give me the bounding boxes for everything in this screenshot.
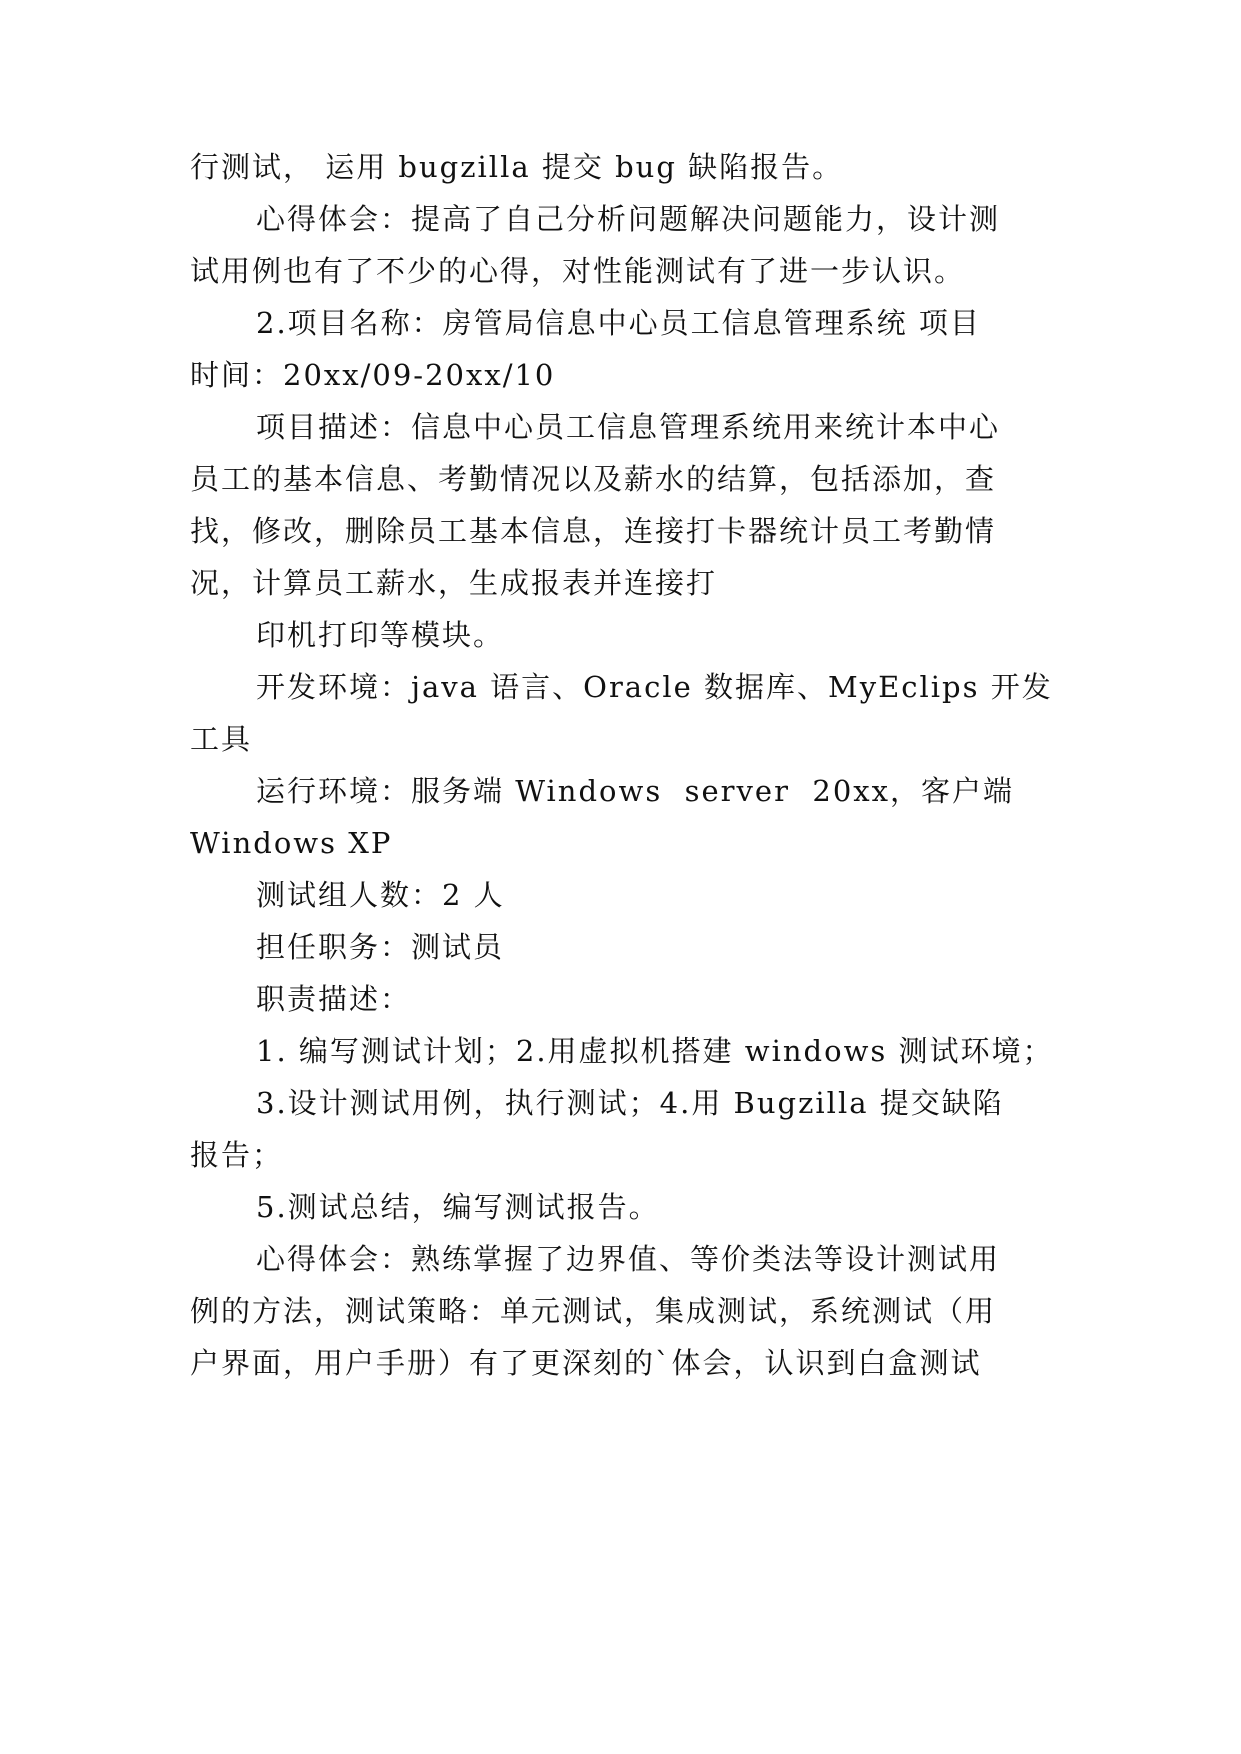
text-line: 心得体会：提高了自己分析问题解决问题能力，设计测 (256, 202, 1001, 236)
text-line: 心得体会：熟练掌握了边界值、等价类法等设计测试用 (256, 1242, 1001, 1276)
text-line: 例的方法，测试策略：单元测试，集成测试，系统测试（用 (190, 1294, 997, 1328)
text-line: 职责描述： (256, 982, 412, 1016)
text-line: 印机打印等模块。 (256, 618, 505, 652)
text-line: 时间：20xx/09-20xx/10 (190, 358, 556, 392)
text-line: 员工的基本信息、考勤情况以及薪水的结算，包括添加，查 (190, 462, 997, 496)
text-line: Windows XP (190, 826, 393, 860)
text-line: 行测试， 运用 bugzilla 提交 bug 缺陷报告。 (190, 150, 844, 184)
text-line: 工具 (190, 722, 253, 756)
text-line: 找，修改，删除员工基本信息，连接打卡器统计员工考勤情 (190, 514, 997, 548)
text-line: 3.设计测试用例，执行测试；4.用 Bugzilla 提交缺陷 (256, 1086, 1004, 1120)
text-line: 试用例也有了不少的心得，对性能测试有了进一步认识。 (190, 254, 966, 288)
text-line: 2.项目名称：房管局信息中心员工信息管理系统 项目 (256, 306, 981, 340)
text-line: 运行环境：服务端 Windows server 20xx，客户端 (256, 774, 1014, 808)
text-line: 户界面，用户手册）有了更深刻的`体会，认识到白盒测试 (190, 1346, 982, 1380)
text-line: 1. 编写测试计划；2.用虚拟机搭建 windows 测试环境； (256, 1034, 1054, 1068)
text-line: 担任职务：测试员 (256, 930, 505, 964)
text-line: 5.测试总结，编写测试报告。 (256, 1190, 660, 1224)
text-line: 开发环境：java 语言、Oracle 数据库、MyEclips 开发 (256, 670, 1053, 704)
text-line: 项目描述：信息中心员工信息管理系统用来统计本中心 (256, 410, 1001, 444)
text-line: 测试组人数：2 人 (256, 878, 505, 912)
text-line: 况，计算员工薪水，生成报表并连接打 (190, 566, 718, 600)
text-line: 报告； (190, 1138, 284, 1172)
